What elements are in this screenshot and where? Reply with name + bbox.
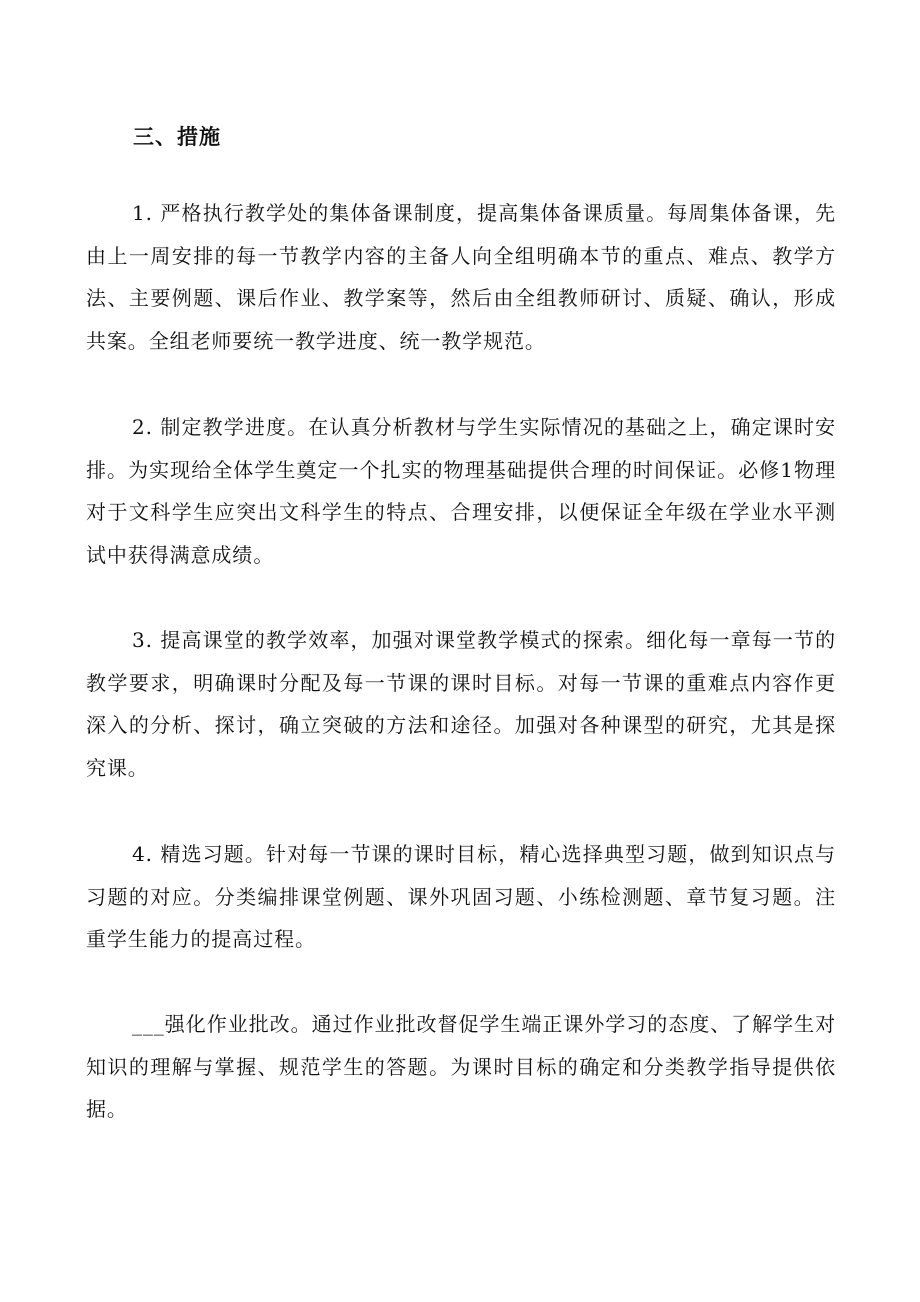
measure-paragraph-4: 4. 精选习题。针对每一节课的课时目标，精心选择典型习题，做到知识点与习题的对应。分类编排课堂例题、课外巩固习题、小练检测题、章节复习题。注重学生能力的提高过程。 xyxy=(86,842,836,951)
section-heading: 三、措施 xyxy=(133,124,221,149)
measure-paragraph-5: ___强化作业批改。通过作业批改督促学生端正课外学习的态度、了解学生对知识的理解与掌握、规范学生的答题。为课时目标的确定和分类教学指导提供依据。 xyxy=(86,1012,836,1121)
measure-paragraph-3: 3. 提高课堂的教学效率，加强对课堂教学模式的探索。细化每一章每一节的教学要求，明确课时分配及每一节课的课时目标。对每一节课的重难点内容作更深入的分析、探讨，确立突破的方法和途径。加强对各种课型的研究，尤其是探究课。 xyxy=(86,628,836,780)
measure-paragraph-2: 2. 制定教学进度。在认真分析教材与学生实际情况的基础之上，确定课时安排。为实现给全体学生奠定一个扎实的物理基础提供合理的时间保证。必修1物理对于文科学生应突出文科学生的特点、合理安排，以便保证全年级在学业水平测试中获得满意成绩。 xyxy=(86,415,836,567)
measure-paragraph-1: 1. 严格执行教学处的集体备课制度，提高集体备课质量。每周集体备课，先由上一周安排的每一节教学内容的主备人向全组明确本节的重点、难点、教学方法、主要例题、课后作业、教学案等，然后由全组教师研讨、质疑、确认，形成共案。全组老师要统一教学进度、统一教学规范。 xyxy=(86,201,836,353)
